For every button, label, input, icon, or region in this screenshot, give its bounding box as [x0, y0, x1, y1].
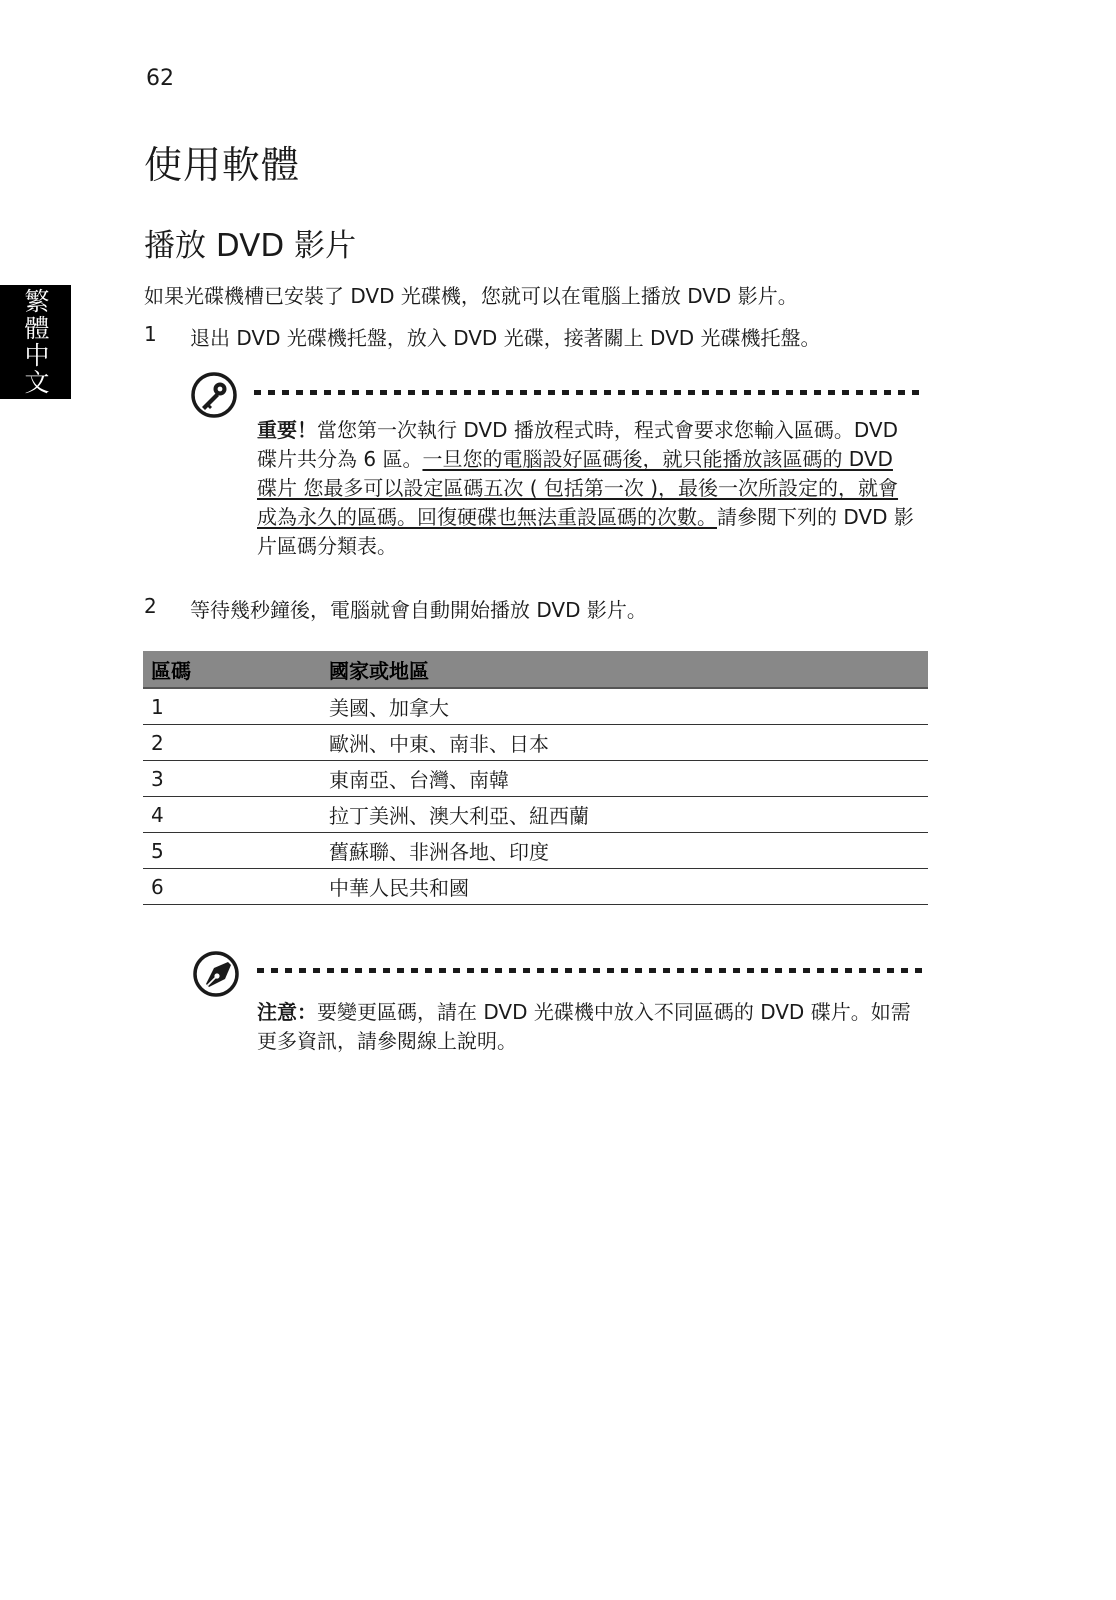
region-code-cell: 3: [143, 761, 321, 797]
important-label: 重要！: [257, 418, 317, 442]
table-row: [143, 688, 928, 725]
table-row: [143, 761, 928, 797]
region-code-cell: 6: [143, 869, 321, 905]
region-code-table: [143, 651, 928, 905]
table-row: [143, 869, 928, 905]
intro-paragraph: 如果光碟機槽已安裝了 DVD 光碟機，您就可以在電腦上播放 DVD 影片。: [144, 284, 798, 308]
step-number: 2: [144, 594, 157, 618]
country-cell: 中華人民共和國: [321, 869, 928, 905]
important-text: 當您第一次執行 DVD 播放程式時，程式會要求您輸入區碼。DVD 碟片共分為 6 區。: [257, 418, 898, 471]
key-icon: [190, 371, 238, 419]
region-code-cell: 2: [143, 725, 321, 761]
note-label: 注意：: [257, 1000, 317, 1024]
language-side-tab: [0, 285, 71, 399]
country-cell: 東南亞、台灣、南韓: [321, 761, 928, 797]
chapter-title: 使用軟體: [144, 143, 301, 187]
pen-nib-icon: [192, 950, 240, 998]
country-cell: 拉丁美洲、澳大利亞、紐西蘭: [321, 797, 928, 833]
table-header-row: [143, 651, 928, 688]
step-item: [144, 594, 647, 623]
dotted-divider: [257, 968, 927, 973]
section-title: 播放 DVD 影片: [144, 228, 357, 264]
region-code-cell: 1: [143, 688, 321, 725]
table-row: [143, 725, 928, 761]
side-tab-label: 繁體中文: [21, 288, 50, 396]
page-number: 62: [146, 66, 174, 91]
important-callout: [257, 416, 917, 561]
country-cell: 美國、加拿大: [321, 688, 928, 725]
dotted-divider: [254, 390, 922, 395]
step-item: [144, 322, 821, 351]
note-text: 要變更區碼，請在 DVD 光碟機中放入不同區碼的 DVD 碟片。如需更多資訊，請參閱線上說明。: [257, 1000, 911, 1053]
note-callout: [257, 998, 917, 1056]
step-text: 等待幾秒鐘後，電腦就會自動開始播放 DVD 影片。: [190, 598, 647, 622]
important-text-end: 請參閱下列的 DVD 影片區碼分類表。: [257, 505, 914, 558]
table-row: [143, 797, 928, 833]
country-cell: 歐洲、中東、南非、日本: [321, 725, 928, 761]
column-header-region: 區碼: [143, 651, 321, 688]
step-text: 退出 DVD 光碟機托盤，放入 DVD 光碟，接著關上 DVD 光碟機托盤。: [190, 326, 821, 350]
important-underlined-text: 一旦您的電腦設好區碼後，就只能播放該區碼的 DVD 碟片 您最多可以設定區碼五次 ( 包括第一次 )，最後一次所設定的，就會成為永久的區碼。回復硬碟也無法重設區碼的次數。: [257, 447, 899, 529]
region-code-cell: 5: [143, 833, 321, 869]
country-cell: 舊蘇聯、非洲各地、印度: [321, 833, 928, 869]
region-code-cell: 4: [143, 797, 321, 833]
step-number: 1: [144, 322, 157, 346]
column-header-country: 國家或地區: [321, 651, 928, 688]
table-row: [143, 833, 928, 869]
